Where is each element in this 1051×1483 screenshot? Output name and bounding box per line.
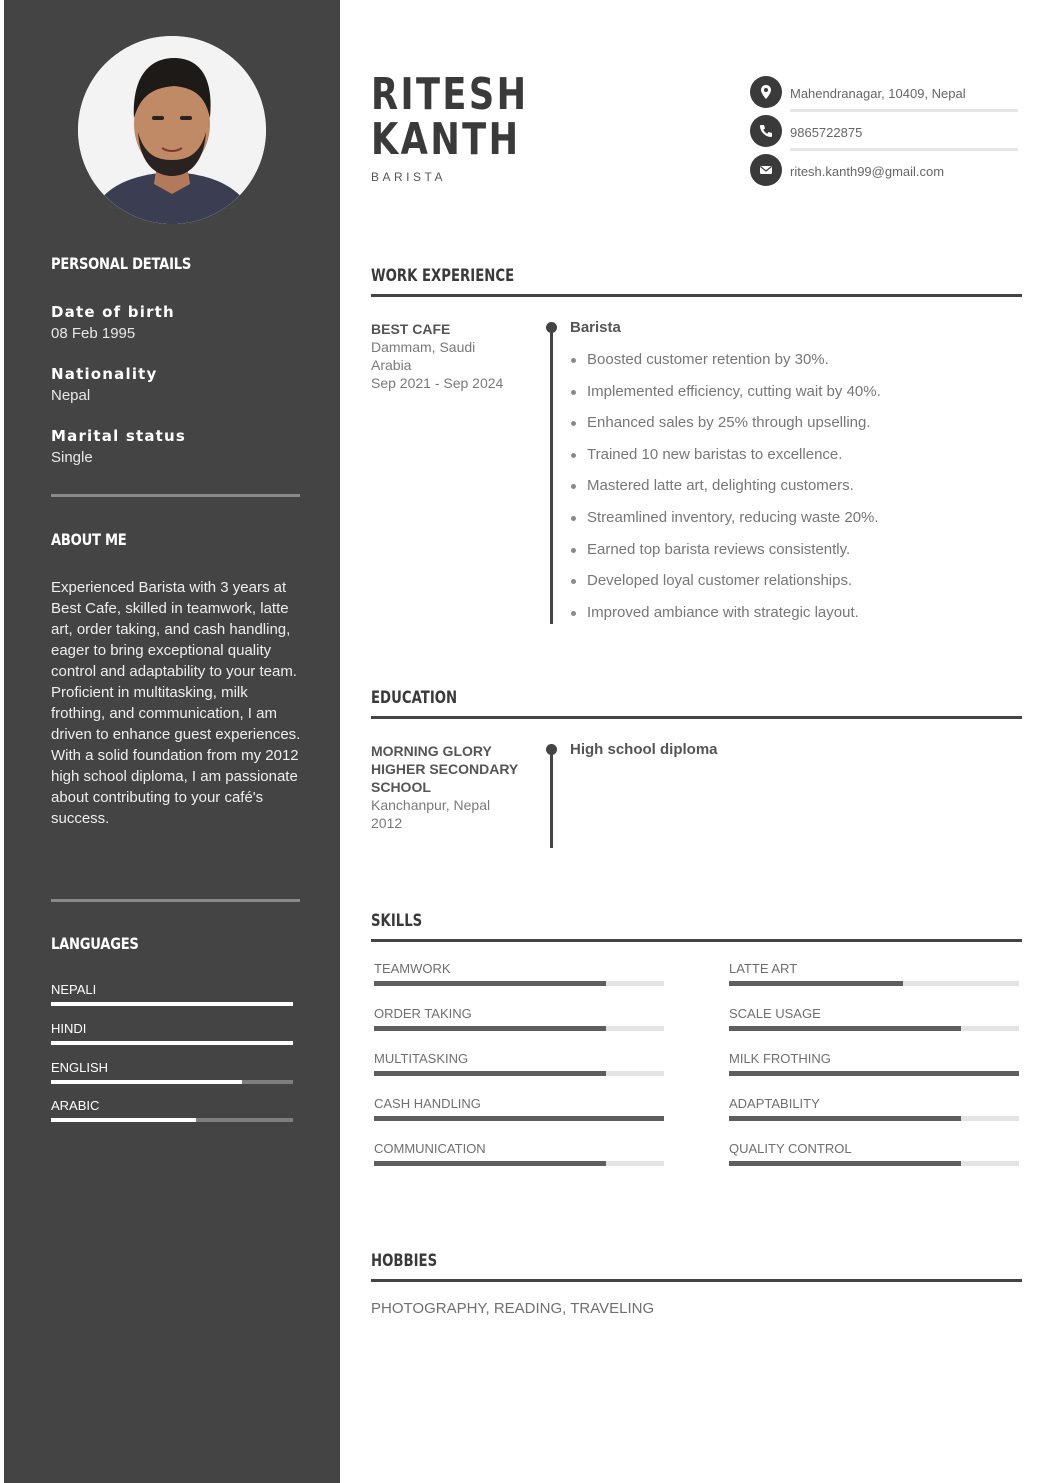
skill-name: COMMUNICATION	[374, 1141, 486, 1156]
achievement-item: Boosted customer retention by 30%.	[570, 347, 881, 379]
email-text[interactable]: ritesh.kanth99@gmail.com	[790, 164, 945, 179]
first-name: RITESH	[371, 69, 529, 120]
skills-heading: SKILLS	[371, 911, 423, 931]
skill-item	[729, 1051, 1019, 1085]
candidate-name	[371, 69, 529, 165]
language-level-track	[51, 1002, 293, 1006]
degree-title: High school diploma	[570, 741, 718, 758]
skill-level-fill	[374, 1116, 664, 1121]
section-underline	[371, 294, 1022, 297]
language-item	[51, 1021, 293, 1045]
skill-name: QUALITY CONTROL	[729, 1141, 852, 1156]
achievement-item: Improved ambiance with strategic layout.	[570, 600, 881, 632]
contact-address	[750, 76, 1020, 108]
achievement-item: Streamlined inventory, reducing waste 20%.	[570, 505, 881, 537]
skill-level-fill	[729, 1116, 961, 1121]
nationality-label: Nationality	[51, 365, 158, 383]
phone-text: 9865722875	[790, 125, 863, 140]
skill-name: MILK FROTHING	[729, 1051, 831, 1066]
skill-name: MULTITASKING	[374, 1051, 469, 1066]
achievement-item: Earned top barista reviews consistently.	[570, 537, 881, 569]
achievement-item: Developed loyal customer relationships.	[570, 568, 881, 600]
skill-level-track	[374, 1071, 664, 1076]
hobbies-heading: HOBBIES	[371, 1251, 438, 1271]
achievement-list	[570, 347, 881, 631]
section-underline	[371, 939, 1022, 942]
dob-label: Date of birth	[51, 303, 175, 321]
profile-photo-illustration	[78, 36, 266, 224]
skill-level-track	[729, 1161, 1019, 1166]
skill-level-track	[729, 1071, 1019, 1076]
language-level-fill	[51, 1080, 242, 1084]
school-location: Kanchanpur, Nepal	[371, 797, 491, 813]
skill-item	[374, 961, 664, 995]
dob-value: 08 Feb 1995	[51, 325, 136, 342]
skill-item	[374, 1141, 664, 1175]
skill-level-track	[729, 1026, 1019, 1031]
contact-underline	[790, 148, 1018, 151]
skill-level-fill	[374, 981, 606, 986]
skill-item	[729, 1006, 1019, 1040]
skill-name: TEAMWORK	[374, 961, 451, 976]
address-text: Mahendranagar, 10409, Nepal	[790, 86, 966, 101]
language-level-track	[51, 1041, 293, 1045]
achievement-item: Implemented efficiency, cutting wait by 40%.	[570, 379, 881, 411]
skill-level-fill	[729, 981, 903, 986]
skill-level-track	[374, 1026, 664, 1031]
language-name: NEPALI	[51, 982, 97, 997]
hobbies-text: PHOTOGRAPHY, READING, TRAVELING	[371, 1300, 655, 1317]
nationality-value: Nepal	[51, 387, 91, 404]
personal-details-heading: PERSONAL DETAILS	[51, 254, 192, 273]
language-name: ENGLISH	[51, 1060, 109, 1075]
achievement-item: Enhanced sales by 25% through upselling.	[570, 410, 881, 442]
skill-item	[729, 1141, 1019, 1175]
language-level-fill	[51, 1041, 293, 1045]
last-name: KANTH	[371, 114, 521, 165]
language-item	[51, 1098, 293, 1122]
language-level-fill	[51, 1002, 293, 1006]
education-meta	[371, 742, 531, 832]
profile-photo	[78, 36, 266, 224]
skill-name: CASH HANDLING	[374, 1096, 481, 1111]
languages-heading: LANGUAGES	[51, 934, 139, 953]
skill-level-track	[374, 1161, 664, 1166]
skill-level-fill	[729, 1026, 961, 1031]
skill-name: ADAPTABILITY	[729, 1096, 820, 1111]
skill-item	[374, 1006, 664, 1040]
achievement-item: Mastered latte art, delighting customers.	[570, 473, 881, 505]
job-title: Barista	[570, 319, 621, 336]
about-me-heading: ABOUT ME	[51, 530, 127, 549]
language-item	[51, 982, 293, 1006]
location-pin-icon	[750, 76, 782, 108]
contact-underline	[790, 109, 1018, 112]
sidebar	[4, 0, 340, 1483]
skill-level-fill	[729, 1161, 961, 1166]
language-level-track	[51, 1080, 293, 1084]
skill-item	[374, 1096, 664, 1130]
work-meta	[371, 320, 531, 392]
contact-phone	[750, 115, 1020, 147]
school-name: MORNING GLORY HIGHER SECONDARY SCHOOL	[371, 743, 519, 795]
skill-item	[374, 1051, 664, 1085]
skill-item	[729, 961, 1019, 995]
skill-level-track	[374, 981, 664, 986]
section-underline	[371, 1279, 1022, 1282]
skill-level-fill	[374, 1026, 606, 1031]
achievement-item: Trained 10 new baristas to excellence.	[570, 442, 881, 474]
education-heading: EDUCATION	[371, 688, 458, 708]
timeline-bar	[550, 326, 553, 624]
skill-level-fill	[374, 1161, 606, 1166]
language-name: ARABIC	[51, 1098, 100, 1113]
skill-level-fill	[729, 1071, 1019, 1076]
about-me-text: Experienced Barista with 3 years at Best Cafe, skilled in teamwork, latte art, order taking, and cash handling, eager to bring exceptional quality control and adaptability to your team. Proficient in multitasking, milk frothing, and communication, I am driven to enhance guest experiences. With a solid foundation from my 2012 high school diploma, I am passionate about contributing to your café's success.	[51, 579, 301, 827]
section-underline	[371, 716, 1022, 719]
skill-level-track	[729, 981, 1019, 986]
skill-name: SCALE USAGE	[729, 1006, 821, 1021]
skill-item	[729, 1096, 1019, 1130]
work-location: Dammam, Saudi Arabia	[371, 339, 476, 373]
contact-email	[750, 154, 1020, 186]
skill-level-track	[374, 1116, 664, 1121]
language-name: HINDI	[51, 1021, 87, 1036]
marital-status-label: Marital status	[51, 427, 187, 445]
company-name: BEST CAFE	[371, 321, 451, 337]
language-item	[51, 1060, 293, 1084]
job-role: BARISTA	[371, 170, 446, 184]
sidebar-divider	[51, 899, 300, 902]
work-dates: Sep 2021 - Sep 2024	[371, 375, 504, 391]
mail-icon	[750, 154, 782, 186]
language-level-track	[51, 1118, 293, 1122]
skill-name: LATTE ART	[729, 961, 798, 976]
timeline-bar	[550, 748, 553, 848]
language-level-fill	[51, 1118, 196, 1122]
graduation-year: 2012	[371, 815, 403, 831]
phone-icon	[750, 115, 782, 147]
work-experience-heading: WORK EXPERIENCE	[371, 266, 515, 286]
skill-level-fill	[374, 1071, 606, 1076]
skill-level-track	[729, 1116, 1019, 1121]
sidebar-divider	[51, 494, 300, 497]
skill-name: ORDER TAKING	[374, 1006, 472, 1021]
marital-status-value: Single	[51, 449, 93, 466]
